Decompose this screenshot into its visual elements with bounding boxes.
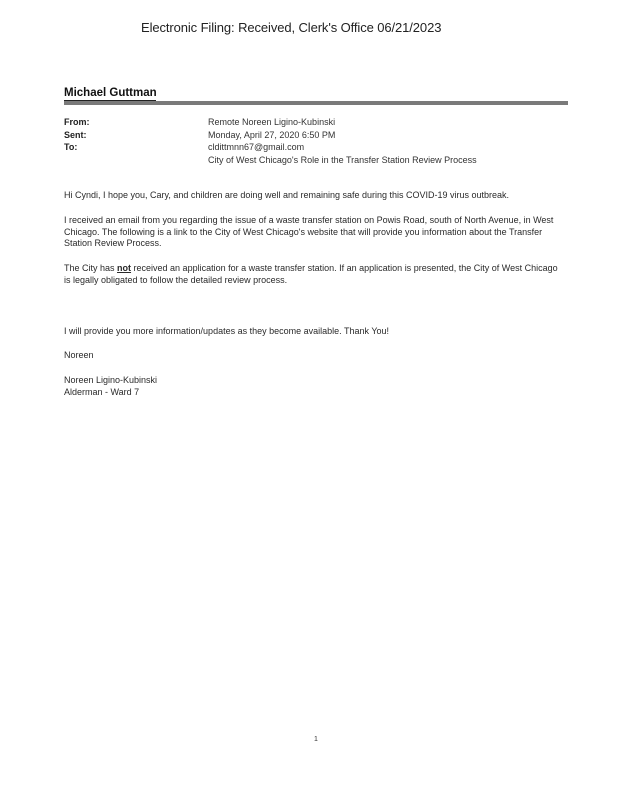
body-paragraph-email-received: I received an email from you regarding the issue of a waste transfer station on Powis Road, south of North Avenue, in West Chicago. The following is a link to the City of West Chicago's website that will provide you information about the Transfer Station Review Process. [64, 215, 554, 248]
filing-stamp-header: Electronic Filing: Received, Clerk's Office 06/21/2023 [141, 20, 442, 35]
sent-value: Monday, April 27, 2020 6:50 PM [208, 129, 336, 140]
sender-name: Michael Guttman [64, 87, 157, 99]
body-paragraph-application [64, 263, 564, 286]
sent-label: Sent: [64, 129, 87, 140]
to-value: cldittmnn67@gmail.com [208, 142, 305, 152]
p3-before: The City has [64, 263, 118, 273]
header-divider [64, 101, 568, 105]
page-number: 1 [314, 736, 318, 743]
email-subject-row [64, 154, 477, 167]
email-metadata [64, 116, 477, 166]
subject-label-spacer [64, 154, 208, 167]
email-sent-row [64, 129, 477, 142]
signature-name: Noreen Ligino-Kubinski [64, 375, 158, 385]
body-signoff: Noreen [64, 350, 94, 360]
to-label: To: [64, 142, 78, 152]
p3-after: received an application for a waste transfer station. If an application is presented, the City of West Chicago is legally obligated to follow the detailed review process. [64, 263, 558, 285]
email-to-row [64, 141, 477, 154]
subject-value: City of West Chicago's Role in the Transfer Station Review Process [208, 154, 477, 165]
body-paragraph-greeting: Hi Cyndi, I hope you, Cary, and children are doing well and remaining safe during this COVID-19 virus outbreak. [64, 190, 510, 200]
from-value: Remote Noreen Ligino-Kubinski [208, 117, 336, 127]
from-label: From: [64, 117, 90, 127]
p3-emphasis: not [117, 263, 132, 273]
signature-title: Alderman - Ward 7 [64, 387, 140, 397]
body-paragraph-updates: I will provide you more information/updates as they become available. Thank You! [64, 326, 390, 336]
email-from-row [64, 116, 477, 129]
